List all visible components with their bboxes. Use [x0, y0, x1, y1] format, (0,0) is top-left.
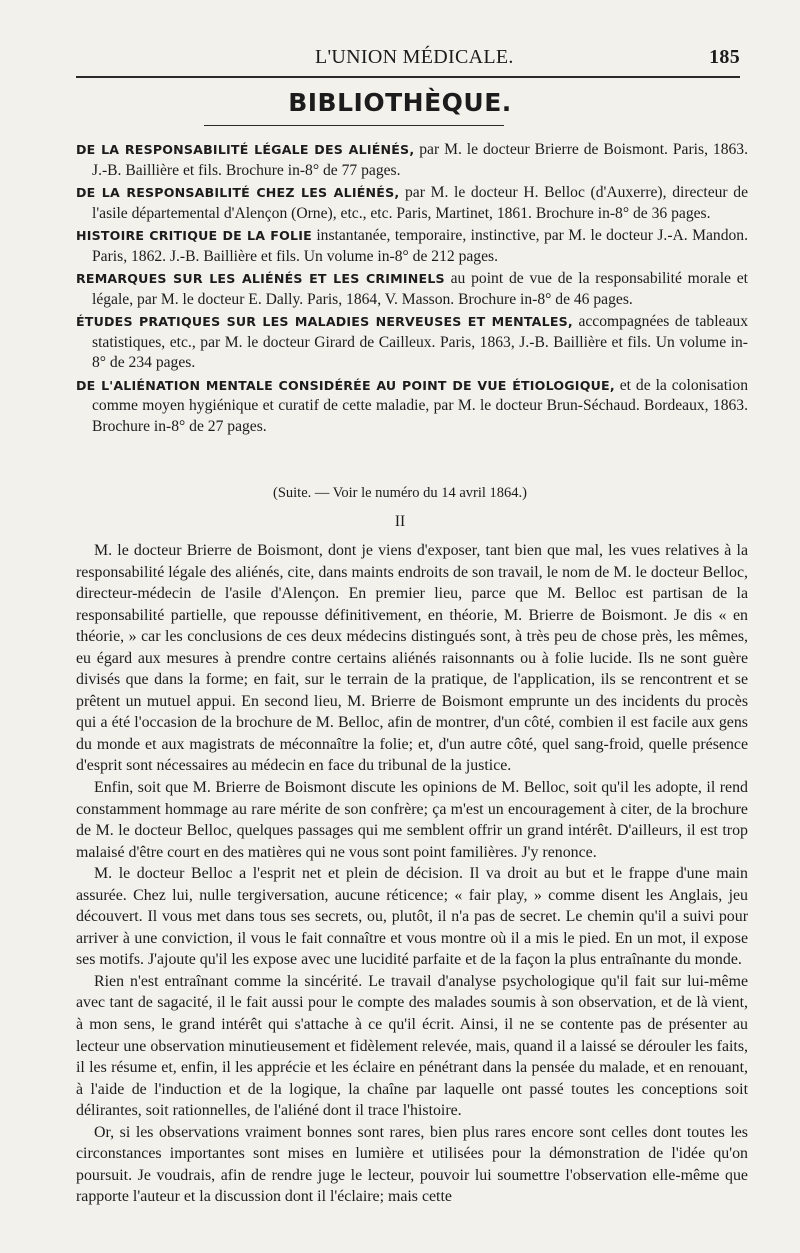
- bibliography-entry: [76, 140, 748, 181]
- entry-heading: REMARQUES SUR LES ALIÉNÉS ET LES CRIMINELS: [76, 271, 445, 286]
- bibliography-entry: [76, 226, 748, 267]
- running-title: L'UNION MÉDICALE.: [315, 46, 514, 68]
- entry-heading: ÉTUDES PRATIQUES SUR LES MALADIES NERVEUSES ET MENTALES,: [76, 314, 573, 329]
- body-paragraph: Rien n'est entraînant comme la sincérité. Le travail d'analyse psychologique qu'il fait sur lui-même avec tant de sagacité, il le fait aussi pour le compte des malades soumis à son observation, et de là vient, à mon sens, le grand intérêt qui s'attache à ce qu'il écrit. Ainsi, il ne se contente pas de présenter au lecteur une observation minutieusement et fidèlement relevée, mais, quand il a laissé se dérouler les faits, il les résume et, enfin, il les apprécie et les éclaire en pénétrant dans la pensée du malade, et en renouant, à l'aide de l'induction et de la logique, la chaîne par laquelle ont passé toutes les conceptions soit délirantes, soit rationnelles, de l'aliéné dont il trace l'histoire.: [76, 972, 748, 1120]
- bibliography-entry: [76, 269, 748, 310]
- entry-details: au point de vue de la responsabilité morale et légale, par M. le docteur E. Dally. Paris, 1864, V. Masson. Brochure in-8° de 46 pages.: [92, 270, 748, 308]
- running-head: [60, 44, 742, 74]
- entry-details: et de la colonisation comme moyen hygiénique et curatif de cette maladie, par M. le docteur Brun-Séchaud. Bordeaux, 1863. Brochure in-8° de 27 pages.: [92, 376, 748, 435]
- bibliography-entry: [76, 376, 748, 438]
- body-paragraph: Enfin, soit que M. Brierre de Boismont discute les opinions de M. Belloc, soit qu'il les adopte, il rend constamment hommage au rare mérite de son confrère; ça m'est un encouragement à citer, de la brochure de M. le docteur Belloc, quelques passages qui me semblent offrir un grand intérêt. D'ailleurs, il est trop malaisé d'être court en des matières qui ne vous sont point familières. J'y renonce.: [76, 779, 748, 861]
- body-paragraph: M. le docteur Brierre de Boismont, dont je viens d'exposer, tant bien que mal, les vues relatives à la responsabilité légale des aliénés, cite, dans maints endroits de son travail, le nom de M. le docteur Belloc, directeur-médecin de l'asile d'Alençon. En premier lieu, parce que M. Belloc est partisan de la responsabilité partielle, que repousse définitivement, en théorie, M. Brierre de Boismont. Je dis « en théorie, » car les conclusions de ces deux médecins distingués sont, à très peu de chose près, les mêmes, eu égard aux mesures à prendre contre certains aliénés raisonnants ou à folie lucide. Ils ne sont guère divisés que dans la forme; en fait, sur le terrain de la pratique, de l'application, ils se rencontrent et se prêtent un mutuel appui. En second lieu, M. Brierre de Boismont emprunte un des incidents du procès qui a été l'occasion de la brochure de M. Belloc, afin de montrer, d'un côté, combien il est facile aux gens du monde et aux magistrats de méconnaître la folie; et, d'un autre côté, quel sang-froid, quelle présence d'esprit sont nécessaires au médecin en face du tribunal de la justice.: [76, 542, 748, 775]
- section-title: BIBLIOTHÈQUE.: [288, 88, 512, 117]
- bibliography-entry: [76, 183, 748, 224]
- bibliography-list: [76, 140, 748, 439]
- entry-heading: DE LA RESPONSABILITÉ CHEZ LES ALIÉNÉS,: [76, 185, 400, 200]
- entry-heading: HISTOIRE CRITIQUE DE LA FOLIE: [76, 228, 312, 243]
- title-rule: [204, 125, 504, 126]
- entry-details: accompagnées de tableaux statistiques, etc., par M. le docteur Girard de Cailleux. Paris, 1863, J.-B. Baillière et fils. Un volume in-8° de 234 pages.: [92, 313, 748, 371]
- entry-heading: DE LA RESPONSABILITÉ LÉGALE DES ALIÉNÉS,: [76, 142, 415, 157]
- entry-heading: DE L'ALIÉNATION MENTALE CONSIDÉRÉE AU POINT DE VUE ÉTIOLOGIQUE,: [76, 377, 615, 393]
- continuation-note: (Suite. — Voir le numéro du 14 avril 1864.): [273, 485, 527, 501]
- entry-details: par M. le docteur Brierre de Boismont. Paris, 1863. J.-B. Baillière et fils. Brochure in-8° de 77 pages.: [92, 141, 748, 179]
- page-number: 185: [709, 46, 740, 68]
- body-paragraph: Or, si les observations vraiment bonnes sont rares, bien plus rares encore sont celles dont toutes les circonstances importantes sont mises en lumière et utilisées pour la démonstration de l'idée qu'on poursuit. Je voudrais, afin de rendre juge le lecteur, pouvoir lui soumettre l'observation elle-même que rapporte l'auteur et la discussion dont il l'éclaire; mais cette: [76, 1123, 748, 1206]
- article-body: [76, 540, 748, 1208]
- entry-details: instantanée, temporaire, instinctive, par M. le docteur J.-A. Mandon. Paris, 1862. J.-B. Baillière et fils. Un volume in-8° de 212 pages.: [92, 227, 748, 265]
- entry-details: par M. le docteur H. Belloc (d'Auxerre), directeur de l'asile départemental d'Alençon (Orne), etc., etc. Paris, Martinet, 1861. Brochure in-8° de 36 pages.: [92, 184, 748, 222]
- header-rule: [76, 76, 740, 78]
- body-paragraph: M. le docteur Belloc a l'esprit net et plein de décision. Il va droit au but et le frappe d'une main assurée. Chez lui, nulle tergiversation, aucune réticence; « fair play, » comme disent les Anglais, jeu découvert. Il vous met dans tous ses secrets, ou, plutôt, il n'a pas de secret. Le chemin qu'il a suivi pour arriver à une conviction, il vous le fait connaître et vous montre où il a mis le pied. En un mot, il expose ses motifs. J'ajoute qu'il les expose avec une lucidité parfaite et de la façon la plus entraînante du monde.: [76, 865, 748, 969]
- bibliography-entry: [76, 312, 748, 374]
- section-numeral: II: [394, 513, 406, 530]
